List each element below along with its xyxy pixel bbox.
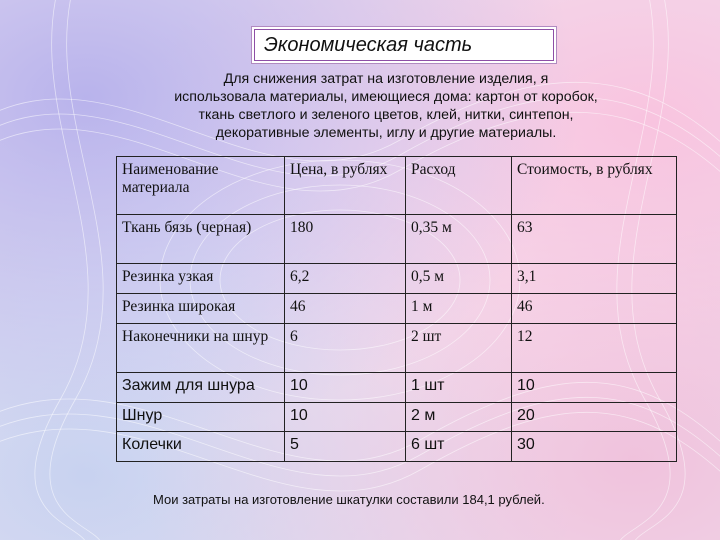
- table-row: [117, 432, 677, 462]
- table-row: [117, 373, 677, 403]
- intro-line: ткань светлого и зеленого цветов, клей, нитки, синтепон,: [198, 107, 574, 123]
- table-row: [117, 215, 677, 264]
- table-cell: 1 м: [406, 294, 512, 324]
- intro-line: Для снижения затрат на изготовление изделия, я: [223, 71, 549, 87]
- table-cell: Ткань бязь (черная): [117, 215, 285, 264]
- materials-cost-table: [116, 156, 677, 462]
- table-cell: Наконечники на шнур: [117, 324, 285, 373]
- table-cell: 180: [285, 215, 406, 264]
- table-cell: 46: [512, 294, 677, 324]
- table-cell: 1 шт: [406, 373, 512, 403]
- table-row: [117, 294, 677, 324]
- summary-text: Мои затраты на изготовление шкатулки составили 184,1 рублей.: [153, 492, 545, 507]
- table-cell: Резинка широкая: [117, 294, 285, 324]
- table-cell: Колечки: [117, 432, 285, 462]
- table-row: [117, 324, 677, 373]
- title-box: [251, 26, 557, 64]
- table-cell: 30: [512, 432, 677, 462]
- intro-line: использовала материалы, имеющиеся дома: картон от коробок,: [174, 89, 598, 105]
- table-cell: Шнур: [117, 403, 285, 432]
- table-cell: 5: [285, 432, 406, 462]
- table-cell: 2 м: [406, 403, 512, 432]
- table-header-row: [117, 157, 677, 215]
- table-cell: 3,1: [512, 264, 677, 294]
- table-cell: 10: [285, 373, 406, 403]
- header-cell-name: Наименование материала: [117, 157, 285, 215]
- table-cell: 6,2: [285, 264, 406, 294]
- intro-paragraph: [130, 70, 642, 142]
- table-cell: Зажим для шнура: [117, 373, 285, 403]
- table-cell: 46: [285, 294, 406, 324]
- table-cell: 20: [512, 403, 677, 432]
- table-row: [117, 264, 677, 294]
- table-cell: 10: [285, 403, 406, 432]
- table-cell: 63: [512, 215, 677, 264]
- page-title: Экономическая часть: [264, 34, 473, 56]
- header-cell-price: Цена, в рублях: [285, 157, 406, 215]
- header-cell-usage: Расход: [406, 157, 512, 215]
- table-cell: 6 шт: [406, 432, 512, 462]
- table-cell: 12: [512, 324, 677, 373]
- table-cell: 0,35 м: [406, 215, 512, 264]
- table-cell: 2 шт: [406, 324, 512, 373]
- intro-line: декоративные элементы, иглу и другие материалы.: [215, 125, 557, 141]
- table-cell: 6: [285, 324, 406, 373]
- table-cell: Резинка узкая: [117, 264, 285, 294]
- table-cell: 10: [512, 373, 677, 403]
- header-cell-cost: Стоимость, в рублях: [512, 157, 677, 215]
- table-row: [117, 403, 677, 432]
- table-cell: 0,5 м: [406, 264, 512, 294]
